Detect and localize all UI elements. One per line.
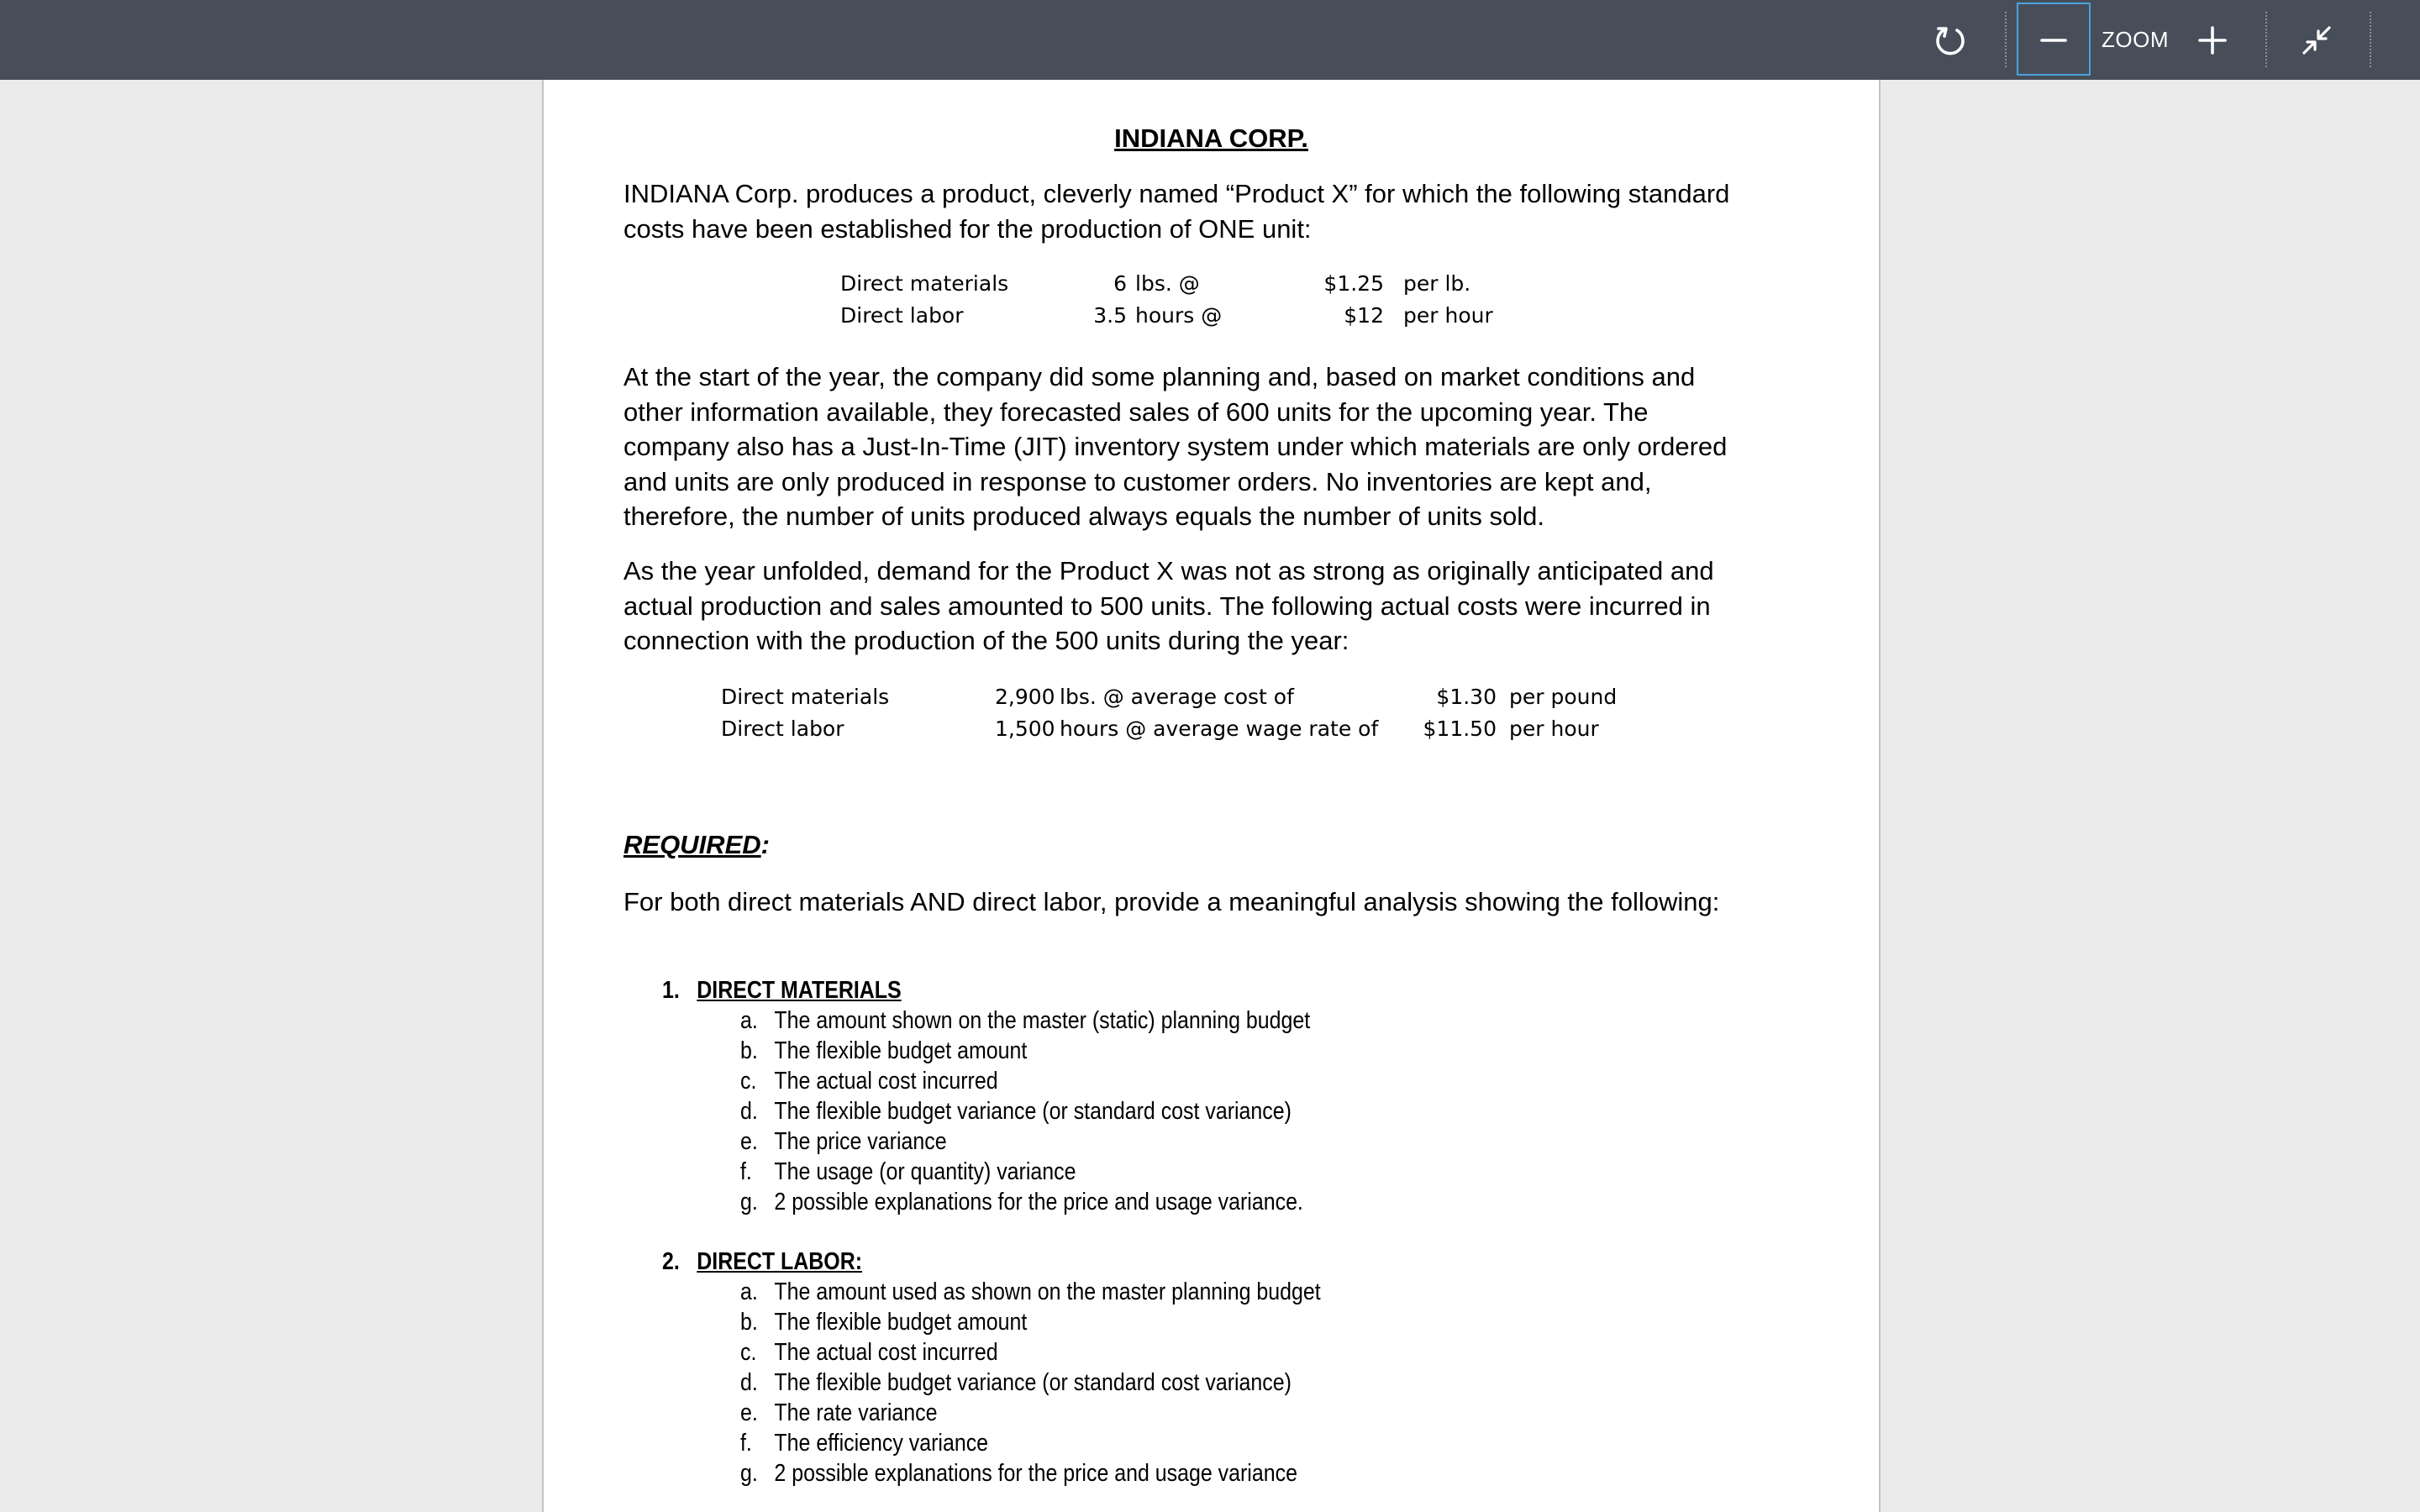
- plus-icon: [2198, 26, 2227, 55]
- act-row-per: per hour: [1509, 717, 1599, 741]
- list-item-letter: b.: [740, 1309, 758, 1336]
- list-item: [740, 1399, 937, 1427]
- list-item-text: The amount used as shown on the master planning budget: [774, 1278, 1321, 1305]
- std-row-price: $1.25: [1323, 271, 1384, 296]
- required-paragraph: For both direct materials AND direct labor, provide a meaningful analysis showing the following:: [623, 887, 1720, 916]
- section-heading-materials: [662, 977, 902, 1005]
- minus-icon: [2040, 27, 2067, 54]
- list-item-text: The flexible budget variance (or standard cost variance): [774, 1098, 1292, 1125]
- list-item: [740, 1460, 1297, 1488]
- list-item: [740, 1339, 998, 1367]
- list-item-letter: a.: [740, 1278, 758, 1305]
- act-row-price: $1.30: [1436, 685, 1497, 709]
- section-title: DIRECT MATERIALS: [697, 977, 902, 1004]
- list-item: [740, 1158, 1076, 1186]
- act-row-label: Direct materials: [721, 685, 890, 709]
- section-heading-labor: [662, 1248, 862, 1276]
- required-label: REQUIRED: [623, 830, 761, 859]
- toolbar-divider: [2370, 12, 2371, 67]
- refresh-icon: [1933, 24, 1967, 57]
- toolbar-divider: [2265, 12, 2267, 67]
- required-heading: [623, 830, 770, 860]
- exit-fullscreen-button[interactable]: [2294, 0, 2339, 80]
- std-row-unit: lbs. @: [1135, 271, 1200, 296]
- list-item: [740, 1098, 1292, 1126]
- required-colon: :: [760, 830, 770, 859]
- std-row-label: Direct labor: [840, 303, 964, 328]
- list-item-letter: b.: [740, 1037, 758, 1064]
- section-title: DIRECT LABOR:: [697, 1248, 863, 1275]
- list-item: [740, 1278, 1321, 1306]
- list-item-text: 2 possible explanations for the price and usage variance: [774, 1460, 1297, 1487]
- list-item: [740, 1037, 1027, 1065]
- list-item-letter: c.: [740, 1339, 757, 1366]
- list-item-text: The efficiency variance: [774, 1430, 989, 1457]
- std-row-qty: 6: [1113, 271, 1127, 296]
- list-item-text: The amount shown on the master (static) planning budget: [774, 1007, 1311, 1034]
- zoom-out-button[interactable]: [2018, 0, 2089, 80]
- list-item-letter: g.: [740, 1189, 758, 1215]
- list-item-text: 2 possible explanations for the price and usage variance.: [774, 1189, 1303, 1215]
- list-item: [740, 1007, 1310, 1035]
- document-title: INDIANA CORP.: [1114, 123, 1308, 153]
- actual-paragraph: As the year unfolded, demand for the Product X was not as strong as originally anticipated and actual production and sales amounted to 500 units. The following actual costs were incurred in connection with the production of the 500 units during the year:: [623, 556, 1714, 655]
- list-item-text: The rate variance: [774, 1399, 938, 1426]
- list-item-letter: e.: [740, 1399, 758, 1426]
- act-row-desc: lbs. @ average cost of: [1060, 685, 1294, 709]
- list-item-text: The flexible budget variance (or standard cost variance): [774, 1369, 1292, 1396]
- list-item-text: The price variance: [774, 1128, 947, 1155]
- viewer-toolbar: [0, 0, 2420, 80]
- std-row-price: $12: [1344, 303, 1384, 328]
- toolbar-divider: [2005, 12, 2007, 67]
- std-row-unit: hours @: [1135, 303, 1223, 328]
- collapse-arrows-icon: [2302, 25, 2332, 55]
- std-row-qty: 3.5: [1093, 303, 1127, 328]
- list-item: [740, 1068, 998, 1095]
- act-row-qty: 1,500: [995, 717, 1055, 741]
- list-item: [740, 1309, 1027, 1336]
- list-item: [740, 1128, 947, 1156]
- act-row-qty: 2,900: [995, 685, 1055, 709]
- section-number: 2.: [662, 1248, 680, 1275]
- list-item-text: The usage (or quantity) variance: [774, 1158, 1076, 1185]
- std-row-label: Direct materials: [840, 271, 1009, 296]
- list-item-letter: g.: [740, 1460, 758, 1487]
- planning-paragraph: At the start of the year, the company did some planning and, based on market conditions and other information available, they forecasted sales of 600 units for the upcoming year. The company also has a Just-In-Time (JIT) inventory system under which materials are only ordered and units are only produced in response to customer orders. No inventories are kept and, therefore, the number of units produced always equals the number of units sold.: [623, 362, 1728, 531]
- list-item-text: The actual cost incurred: [774, 1068, 998, 1095]
- section-number: 1.: [662, 977, 680, 1004]
- list-item: [740, 1369, 1292, 1397]
- list-item-letter: e.: [740, 1128, 758, 1155]
- list-item-text: The actual cost incurred: [774, 1339, 998, 1366]
- list-item-letter: c.: [740, 1068, 757, 1095]
- std-row-per: per hour: [1403, 303, 1493, 328]
- list-item-text: The flexible budget amount: [774, 1037, 1028, 1064]
- intro-paragraph: INDIANA Corp. produces a product, cleverly named “Product X” for which the following standard costs have been established for the production of ONE unit:: [623, 179, 1730, 244]
- act-row-label: Direct labor: [721, 717, 844, 741]
- std-row-per: per lb.: [1403, 271, 1471, 296]
- list-item-letter: a.: [740, 1007, 758, 1034]
- list-item-letter: d.: [740, 1098, 758, 1125]
- zoom-label: ZOOM: [2102, 27, 2169, 52]
- zoom-in-button[interactable]: [2191, 0, 2233, 80]
- list-item-letter: d.: [740, 1369, 758, 1396]
- list-item-letter: f.: [740, 1430, 752, 1457]
- list-item-text: The flexible budget amount: [774, 1309, 1028, 1336]
- list-item-letter: f.: [740, 1158, 752, 1185]
- refresh-button[interactable]: [1923, 0, 1978, 80]
- document-page: [542, 80, 1881, 1512]
- act-row-price: $11.50: [1423, 717, 1497, 741]
- act-row-desc: hours @ average wage rate of: [1060, 717, 1379, 741]
- act-row-per: per pound: [1509, 685, 1618, 709]
- list-item: [740, 1430, 988, 1457]
- list-item: [740, 1189, 1303, 1216]
